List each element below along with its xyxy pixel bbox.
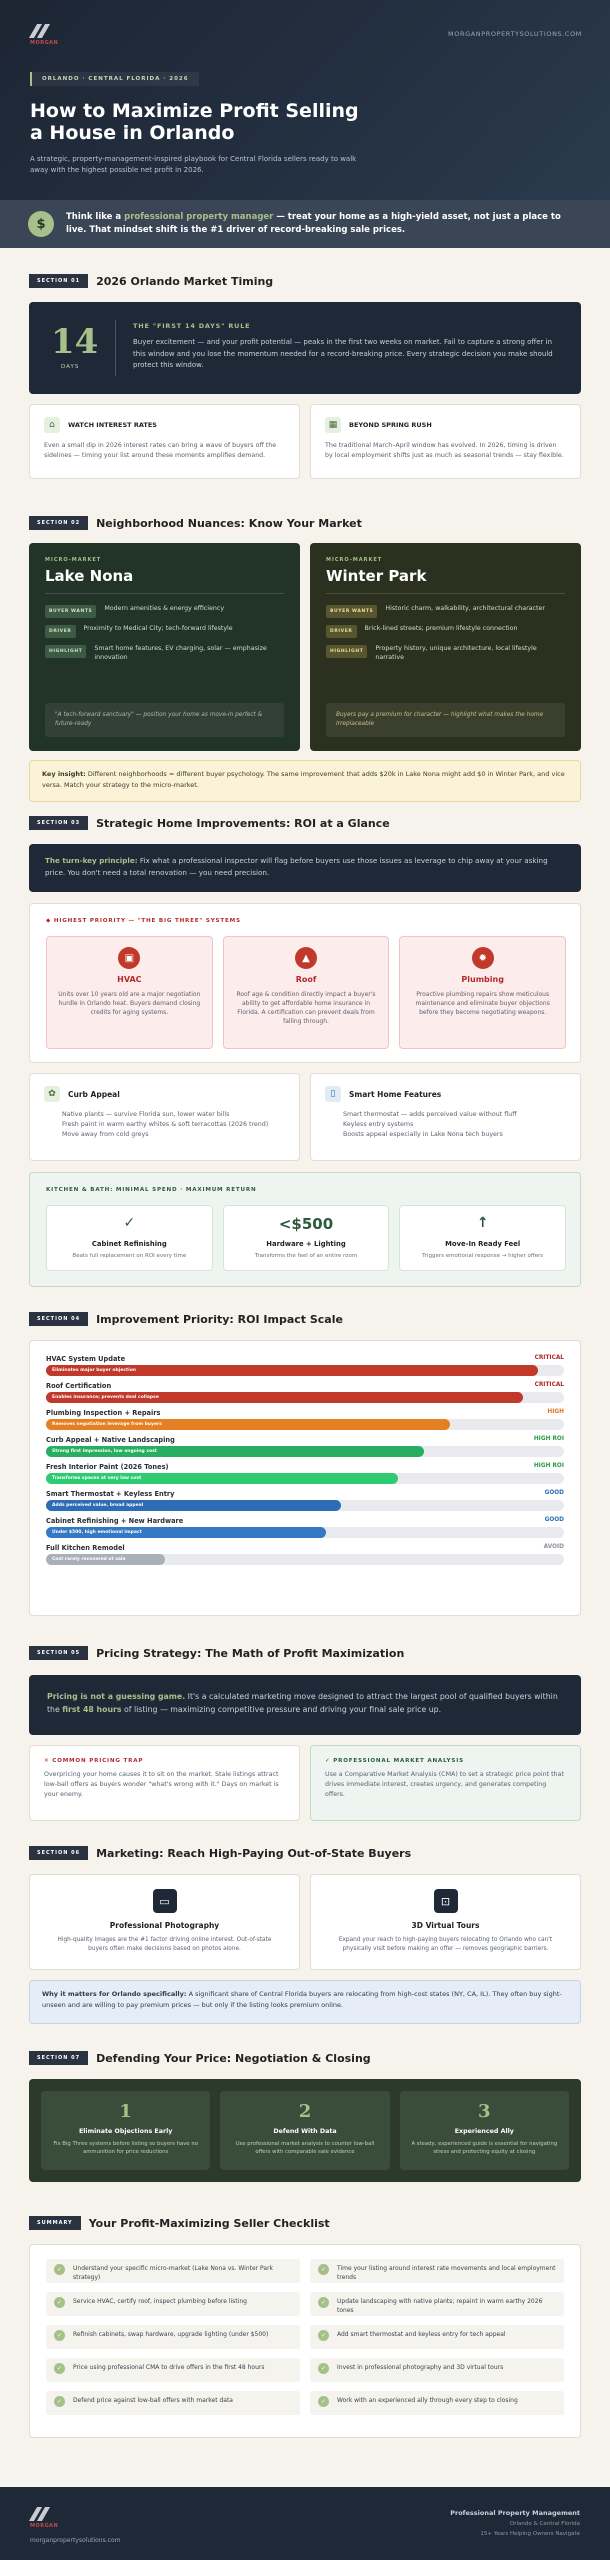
roi-bar-level: HIGH ROI xyxy=(533,1436,564,1442)
market-name: Winter Park xyxy=(326,567,565,594)
timing-card-text: The traditional March–April window has evolved. In 2026, timing is driven by local employment shifts just as much as seasonal trends — stay flexible. xyxy=(325,442,564,459)
cma-text: Use a Comparative Market Analysis (CMA) to set a strategic price point that drives immediate interest, creates urgency, and generates competing offers. xyxy=(325,1771,564,1798)
marketing-text: Expand your reach to high-paying buyers relocating to Orlando who can't physically visit before making an offer — removes geographic barriers. xyxy=(338,1937,553,1952)
checklist-text: Service HVAC, certify roof, inspect plumbing before listing xyxy=(73,2298,247,2305)
marketing-card xyxy=(310,1874,581,1970)
check-icon: ✓ xyxy=(54,2363,65,2374)
pricing-intro: Pricing is not a guessing game. It's a calculated marketing move designed to attract the largest pool of qualified buyers within the first 48 hours of listing — maximizing competitive pressure and driving your final sale price up. xyxy=(29,1675,581,1735)
rule-text: Buyer excitement — and your profit potential — peaks in the first two weeks on market. Fail to capture a strong offer in this window and you lose the momentum needed for a record-breaking price. Every strategic decision you make should protect this window. xyxy=(133,338,553,369)
trap-text: Overpricing your home causes it to sit on the market. Stale listings attract low-ball offers as buyers wonder "what's wrong with it." Days on market is your enemy. xyxy=(44,1771,279,1798)
step-number: 3 xyxy=(478,2101,491,2122)
roi-bar-name: Fresh Interior Paint (2026 Tones) xyxy=(46,1463,169,1471)
kitchen-label: KITCHEN & BATH: MINIMAL SPEND · MAXIMUM RETURN xyxy=(46,1187,257,1193)
kitchen-text: Triggers emotional response → higher offers xyxy=(422,1253,544,1259)
page-title: How to Maximize Profit Selling a House in Orlando xyxy=(30,100,359,144)
section-tag: SECTION 04 xyxy=(29,1312,88,1326)
cma-card: ✓ PROFESSIONAL MARKET ANALYSIS Use a Comparative Market Analysis (CMA) to set a strategic price point that drives immediate interest, creates urgency, and generates competing offers. xyxy=(310,1745,581,1821)
market-pill: BUYER WANTS xyxy=(45,605,96,618)
roi-bar-track xyxy=(46,1500,564,1511)
section-tag: SECTION 02 xyxy=(29,516,88,530)
big-three-text: Units over 10 years old are a major negotiation hurdle in Orlando heat. Buyers demand closing credits for aging systems. xyxy=(58,991,201,1016)
kitchen-text: Beats full replacement on ROI every time xyxy=(72,1253,187,1259)
big-three-text: Roof age & condition directly impact a buyer's ability to get affordable home insurance in Florida. A certification can prevent deals from falling through. xyxy=(236,991,376,1025)
step-name: Eliminate Objections Early xyxy=(78,2128,173,2135)
roi-bar-track xyxy=(46,1446,564,1457)
roi-bar-name: Full Kitchen Remodel xyxy=(46,1544,125,1552)
market-pill: HIGHLIGHT xyxy=(45,645,86,658)
banner-text: Think like a professional property manager — treat your home as a high-yield asset, not just a place to live. That mindset shift is the #1 driver of record-breaking sale prices. xyxy=(66,212,561,235)
roi-bar-name: Smart Thermostat + Keyless Entry xyxy=(46,1490,175,1498)
brand-logo[interactable] xyxy=(30,24,58,46)
roi-bar-level: HIGH xyxy=(547,1409,564,1415)
negotiation-steps xyxy=(29,2079,581,2182)
checklist-item[interactable] xyxy=(310,2358,564,2382)
check-icon: ✓ xyxy=(54,2297,65,2308)
roi-bar-row xyxy=(46,1355,564,1376)
improvement-line: Keyless entry systems xyxy=(343,1121,414,1128)
section-tag: SECTION 07 xyxy=(29,2051,88,2065)
improvement-line: Native plants — survive Florida sun, lower water bills xyxy=(62,1111,230,1118)
price-badge: <$500 xyxy=(278,1215,334,1233)
market-row-text: Modern amenities & energy efficiency xyxy=(104,605,225,612)
dollar-icon: $ xyxy=(28,211,54,237)
market-row xyxy=(326,624,565,638)
big-three-name: HVAC xyxy=(117,975,142,984)
roi-bar-level: GOOD xyxy=(544,1517,564,1523)
improvement-line: Smart thermostat — adds perceived value without fluff xyxy=(343,1111,517,1118)
market-row xyxy=(45,604,284,618)
section-title: Your Profit-Maximizing Seller Checklist xyxy=(88,2216,330,2230)
roi-bar-fill: Cost rarely recovered at sale xyxy=(46,1554,165,1565)
improvement-line: Fresh paint in warm earthy whites & soft terracottas (2026 trend) xyxy=(62,1121,269,1128)
section-title: Defending Your Price: Negotiation & Closing xyxy=(96,2051,371,2065)
footer-line2: Orlando & Central Florida xyxy=(509,2521,580,2527)
improvement-title: Smart Home Features xyxy=(349,1089,442,1099)
section-title: Marketing: Reach High-Paying Out-of-State Buyers xyxy=(96,1846,412,1860)
check-icon: ✓ xyxy=(318,2297,329,2308)
roi-bar-fill: Removes negotiation leverage from buyers xyxy=(46,1419,450,1430)
section-title: 2026 Orlando Market Timing xyxy=(96,274,274,288)
section-market-timing xyxy=(29,273,581,459)
marketing-title: Professional Photography xyxy=(109,1921,220,1930)
kitchen-name: Hardware + Lighting xyxy=(266,1240,346,1248)
market-pill: DRIVER xyxy=(45,625,76,638)
improvement-line: Move away from cold greys xyxy=(62,1131,149,1138)
timing-card xyxy=(310,404,581,479)
roi-bar-fill: Eliminates major buyer objection xyxy=(46,1365,538,1376)
check-icon: ✓ xyxy=(54,2264,65,2275)
smart-home-icon: ▯ xyxy=(325,1086,341,1102)
roi-bar-fill: Adds perceived value, broad appeal xyxy=(46,1500,341,1511)
market-row-text: Proximity to Medical City; tech-forward lifestyle xyxy=(83,625,233,632)
checklist-item[interactable] xyxy=(46,2292,300,2316)
timing-card-title: WATCH INTEREST RATES xyxy=(68,421,157,429)
close-icon: ✕ xyxy=(44,1758,53,1764)
improvement-card xyxy=(310,1073,581,1161)
roi-bar-row xyxy=(46,1517,564,1538)
roi-bar-track xyxy=(46,1365,564,1376)
step-number: 1 xyxy=(119,2101,132,2122)
footer-name: Professional Property Management xyxy=(450,2509,580,2517)
market-row-text: Brick-lined streets; premium lifestyle connection xyxy=(364,625,518,632)
arrow-up-icon: ↑ xyxy=(476,1215,489,1231)
kitchen-name: Cabinet Refinishing xyxy=(91,1240,167,1248)
section-title: Neighborhood Nuances: Know Your Market xyxy=(96,516,362,530)
timing-icon: ▦ xyxy=(325,417,341,433)
check-icon: ✓ xyxy=(123,1215,136,1231)
section-roi-scale xyxy=(29,1311,581,1562)
section-tag: SUMMARY xyxy=(29,2216,81,2230)
roi-bar-row xyxy=(46,1436,564,1457)
checklist-text: Defend price against low-ball offers with market data xyxy=(73,2397,233,2404)
roi-bar-row xyxy=(46,1490,564,1511)
footer-line3: 15+ Years Helping Owners Navigate xyxy=(480,2531,580,2537)
market-row xyxy=(45,624,284,638)
section-tag: SECTION 06 xyxy=(29,1846,88,1860)
site-url[interactable]: MORGANPROPERTYSOLUTIONS.COM xyxy=(448,30,582,38)
leaf-icon: ✿ xyxy=(44,1086,60,1102)
virtual-tour-icon: ⊡ xyxy=(434,1889,458,1913)
footer-site[interactable]: morganpropertysolutions.com xyxy=(30,2537,121,2544)
step-text: Use professional market analysis to counter low-ball offers with comparable sale evidence xyxy=(235,2141,375,2155)
marketing-text: High-quality images are the #1 factor driving online interest. Out-of-state buyers often make decisions based on photos alone. xyxy=(57,1937,272,1952)
kitchen-item xyxy=(223,1205,390,1271)
pricing-trap-card: ✕ COMMON PRICING TRAP Overpricing your home causes it to sit on the market. Stale listings attract low-ball offers as buyers wonder "what's wrong with it." Days on market is your enemy. xyxy=(29,1745,300,1821)
big-number: 14 xyxy=(51,322,99,362)
footer-logo[interactable]: MORGAN xyxy=(30,2507,58,2529)
section-title: Strategic Home Improvements: ROI at a Glance xyxy=(96,816,390,830)
rule-label: THE "FIRST 14 DAYS" RULE xyxy=(133,322,251,330)
hero xyxy=(0,0,610,200)
roi-bar-row xyxy=(46,1463,564,1484)
roi-bar-row xyxy=(46,1544,564,1565)
market-row xyxy=(45,644,284,662)
checklist-text: Refinish cabinets, swap hardware, upgrade lighting (under $500) xyxy=(73,2331,269,2338)
checklist-item[interactable] xyxy=(310,2391,564,2415)
market-eyebrow: MICRO-MARKET xyxy=(326,557,383,563)
big-three-name: Roof xyxy=(295,975,317,984)
checklist-text: Add smart thermostat and keyless entry for tech appeal xyxy=(337,2331,506,2338)
checklist-item[interactable] xyxy=(310,2325,564,2349)
checklist-item[interactable] xyxy=(46,2325,300,2349)
market-name: Lake Nona xyxy=(45,567,284,594)
checklist-item[interactable] xyxy=(310,2292,564,2316)
check-icon: ✓ xyxy=(318,2330,329,2341)
roi-bar-name: Plumbing Inspection + Repairs xyxy=(46,1409,161,1417)
negotiation-step xyxy=(220,2091,389,2170)
roi-bar-track xyxy=(46,1392,564,1403)
check-icon: ✓ xyxy=(325,1758,334,1764)
big-three-plumbing xyxy=(399,936,566,1049)
market-row-text: Smart home features, EV charging, solar — emphasize innovation xyxy=(94,645,267,661)
roi-bar-fill: Transforms spaces at very low cost xyxy=(46,1473,398,1484)
roof-icon: ▲ xyxy=(295,947,317,969)
market-pill: DRIVER xyxy=(326,625,357,638)
market-pill: HIGHLIGHT xyxy=(326,645,367,658)
mindset-banner xyxy=(0,200,610,248)
roi-bar-level: CRITICAL xyxy=(534,1382,564,1388)
big-three-text: Proactive plumbing repairs show meticulous maintenance and eliminate buyer objections before they become negotiating weapons. xyxy=(415,991,550,1016)
first-14-days-card xyxy=(29,302,581,394)
roi-bar-name: HVAC System Update xyxy=(46,1355,126,1363)
roi-bar-fill: Strong first impression, low ongoing cost xyxy=(46,1446,424,1457)
section-title: Improvement Priority: ROI Impact Scale xyxy=(96,1312,343,1326)
market-row xyxy=(326,644,565,662)
section-neighborhoods xyxy=(29,515,581,789)
kitchen-item xyxy=(46,1205,213,1271)
market-card-lake-nona xyxy=(29,543,300,751)
why-orlando: Why it matters for Orlando specifically: A significant share of Central Florida buyers are relocating from high-cost states (NY, CA, IL). They often buy sight-unseen and are willing to pay premium prices — but only if the listing looks premium online. xyxy=(29,1980,581,2024)
big-three-roof xyxy=(223,936,390,1049)
roi-bar-track xyxy=(46,1527,564,1538)
timing-card-text: Even a small dip in 2026 interest rates can bring a wave of buyers off the sidelines — timing your list around these moments amplifies demand. xyxy=(44,442,277,459)
roi-bar-track xyxy=(46,1419,564,1430)
timing-card-title: BEYOND SPRING RUSH xyxy=(349,421,432,429)
hero-subtitle: A strategic, property-management-inspired playbook for Central Florida sellers ready to walk away with the highest possible net profit in 2026. xyxy=(30,155,357,174)
footer xyxy=(0,2487,610,2560)
kitchen-name: Move-In Ready Feel xyxy=(445,1240,521,1248)
step-number: 2 xyxy=(298,2101,312,2122)
improvement-line: Boosts appeal especially in Lake Nona tech buyers xyxy=(343,1131,503,1138)
roi-bar-fill: Enables insurance; prevents deal collapse xyxy=(46,1392,523,1403)
checklist-item[interactable] xyxy=(46,2259,300,2283)
roi-bar-name: Roof Certification xyxy=(46,1382,112,1390)
step-name: Experienced Ally xyxy=(454,2128,514,2135)
market-quote: "A tech-forward sanctuary" — position your home as move-in perfect & future-ready xyxy=(45,703,284,737)
big-three-name: Plumbing xyxy=(461,975,504,984)
checklist-item[interactable] xyxy=(46,2358,300,2382)
market-card-winter-park xyxy=(310,543,581,751)
checklist-item[interactable] xyxy=(310,2259,564,2283)
check-icon: ✓ xyxy=(54,2330,65,2341)
improvement-title: Curb Appeal xyxy=(68,1089,120,1099)
market-eyebrow: MICRO-MARKET xyxy=(45,557,102,563)
big-three-card: ◆ HIGHEST PRIORITY — "THE BIG THREE" SYSTEMS ▣ HVAC Units over 10 years old are a major negotiation hurdle in Orlando heat. Buyers demand closing credits for aging systems. ▲ Roof Roof age & condition directly impact a buyer's ability to get affordable home insurance in Florida. A certification can prevent deals from falling through. ✹ Plumbing Proactive plumbing repairs show meticulous maintenance and eliminate buyer objections before they become negotiating weapons. xyxy=(29,903,581,1063)
market-row-text: Property history, unique architecture, local lifestyle narrative xyxy=(375,645,537,661)
step-text: A steady, experienced guide is essential for navigating stress and protecting equity at closing xyxy=(411,2141,558,2155)
roi-bar-row xyxy=(46,1409,564,1430)
check-icon: ✓ xyxy=(318,2396,329,2407)
timing-card xyxy=(29,404,300,479)
checklist-text: Update landscaping with native plants; repaint in warm earthy 2026 tones xyxy=(337,2298,543,2314)
section-pricing xyxy=(29,1645,581,1798)
checklist-card xyxy=(29,2244,581,2438)
roi-bar-name: Cabinet Refinishing + New Hardware xyxy=(46,1517,184,1525)
section-tag: SECTION 05 xyxy=(29,1646,88,1660)
big-unit: DAYS xyxy=(61,364,80,370)
roi-bar-track xyxy=(46,1473,564,1484)
checklist-text: Understand your specific micro-market (Lake Nona vs. Winter Park strategy) xyxy=(73,2265,274,2281)
roi-bar-level: CRITICAL xyxy=(534,1355,564,1361)
check-icon: ✓ xyxy=(318,2264,329,2275)
marketing-title: 3D Virtual Tours xyxy=(411,1921,480,1930)
marketing-card xyxy=(29,1874,300,1970)
kitchen-item xyxy=(399,1205,566,1271)
market-row-text: Historic charm, walkability, architectural character xyxy=(385,605,545,612)
checklist-text: Price using professional CMA to drive offers in the first 48 hours xyxy=(73,2364,265,2371)
step-name: Defend With Data xyxy=(273,2128,337,2135)
roi-bar-fill: Under $500, high emotional impact xyxy=(46,1527,326,1538)
section-title: Pricing Strategy: The Math of Profit Maximization xyxy=(96,1646,405,1660)
market-quote: Buyers pay a premium for character — highlight what makes the home irreplaceable xyxy=(326,703,565,737)
improvement-card xyxy=(29,1073,300,1161)
roi-bar-level: AVOID xyxy=(543,1544,564,1550)
roi-bar-row xyxy=(46,1382,564,1403)
market-pill: BUYER WANTS xyxy=(326,605,377,618)
turn-key-principle: The turn-key principle: Fix what a professional inspector will flag before buyers use those issues as leverage to chip away at your asking price. You don't need a total renovation — you need precision. xyxy=(29,844,581,892)
key-insight: Key insight: Different neighborhoods = different buyer psychology. The same improvement that adds $20k in Lake Nona might add $0 in Winter Park, and vice versa. Match your strategy to the micro-market. xyxy=(29,760,581,802)
section-tag: SECTION 03 xyxy=(29,816,88,830)
section-improvements xyxy=(29,815,581,1259)
market-row xyxy=(326,604,565,618)
roi-bar-name: Curb Appeal + Native Landscaping xyxy=(46,1436,175,1444)
section-marketing xyxy=(29,1845,581,2009)
roi-scale-card xyxy=(29,1340,581,1616)
hvac-icon: ▣ xyxy=(118,947,140,969)
hero-kicker: ORLANDO · CENTRAL FLORIDA · 2026 xyxy=(30,72,199,86)
check-icon: ✓ xyxy=(318,2363,329,2374)
negotiation-step xyxy=(41,2091,210,2170)
plumbing-icon: ✹ xyxy=(472,947,494,969)
section-tag: SECTION 01 xyxy=(29,274,88,288)
checklist-text: Work with an experienced ally through every step to closing xyxy=(337,2397,518,2404)
kitchen-text: Transforms the feel of an entire room xyxy=(254,1253,358,1259)
check-icon: ✓ xyxy=(54,2396,65,2407)
camera-icon: ▭ xyxy=(153,1889,177,1913)
brand-name: MORGAN xyxy=(30,40,59,46)
step-text: Fix Big Three systems before listing so buyers have no ammunition for price reductions xyxy=(53,2141,198,2155)
roi-bar-level: HIGH ROI xyxy=(533,1463,564,1469)
big-three-hvac xyxy=(46,936,213,1049)
roi-bar-track xyxy=(46,1554,564,1565)
checklist-text: Invest in professional photography and 3D virtual tours xyxy=(337,2364,504,2371)
kitchen-bath-card xyxy=(29,1172,581,1287)
checklist-item[interactable] xyxy=(46,2391,300,2415)
checklist-text: Time your listing around interest rate movements and local employment trends xyxy=(337,2265,556,2281)
section-summary xyxy=(29,2215,581,2405)
roi-bar-level: GOOD xyxy=(544,1490,564,1496)
diamond-icon: ◆ xyxy=(46,918,54,924)
timing-icon: ⌂ xyxy=(44,417,60,433)
negotiation-step xyxy=(400,2091,569,2170)
section-negotiation xyxy=(29,2050,581,2155)
